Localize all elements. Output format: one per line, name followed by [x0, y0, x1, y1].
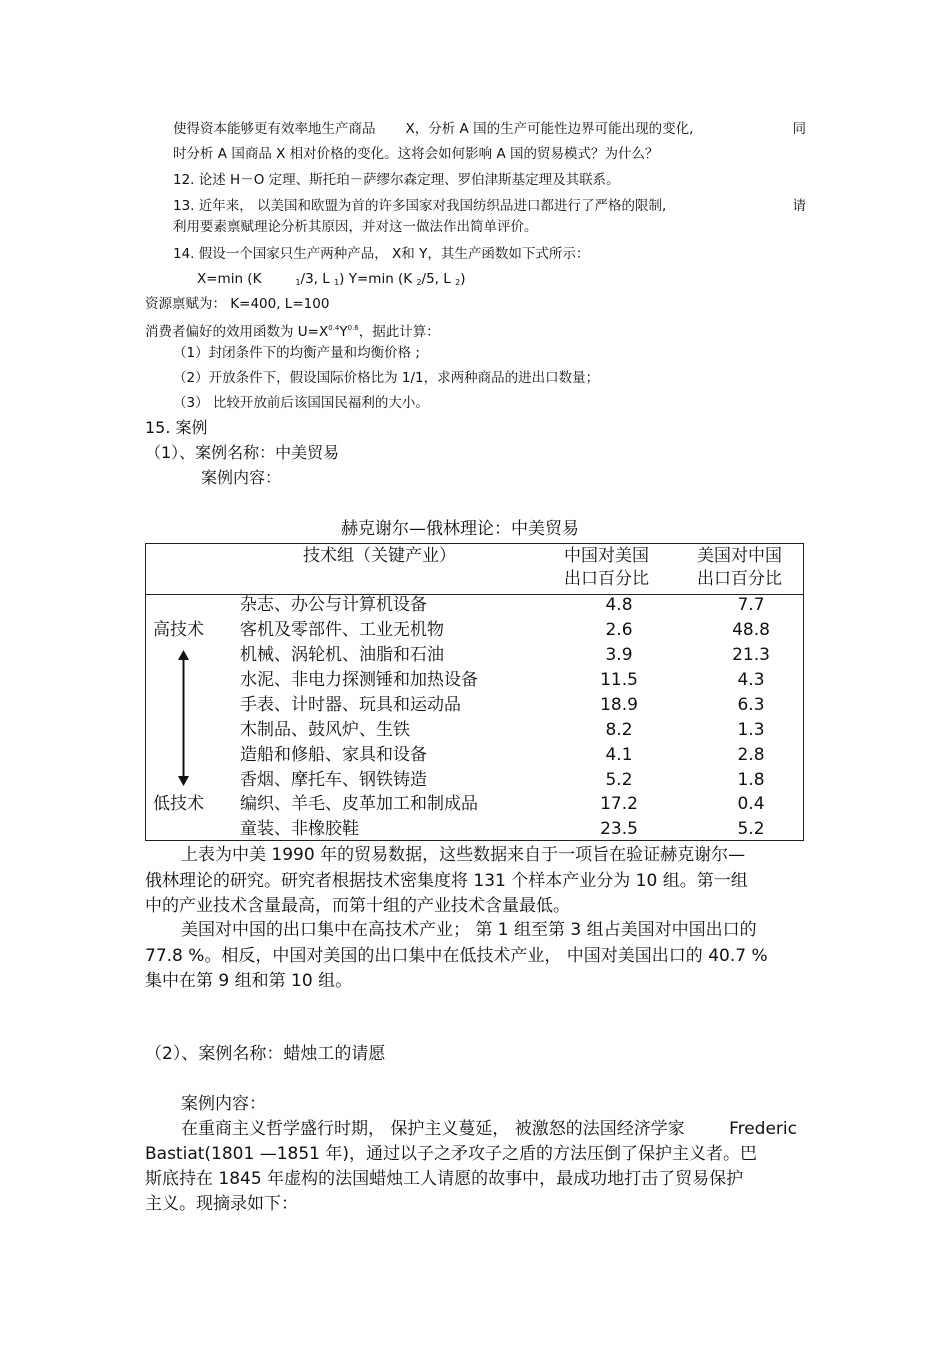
row-1-china: 4.8 [605, 595, 633, 615]
row-10-us: 5.2 [737, 819, 765, 839]
row-4-us: 4.3 [737, 670, 765, 690]
row-9-us: 0.4 [737, 794, 765, 814]
para3-line1 [181, 1117, 797, 1142]
row-1-us: 7.7 [737, 595, 765, 615]
row-4-industry: 水泥、非电力探测锤和加热设备 [240, 670, 478, 690]
calc-item-3: （3） 比较开放前后该国国民福利的大小。 [173, 395, 429, 411]
row-5-industry: 手表、计时器、玩具和运动品 [240, 695, 461, 715]
row-2-industry: 客机及零部件、工业无机物 [240, 620, 444, 640]
header-us-export-line2: 出口百分比 [697, 569, 782, 589]
table-title: 赫克谢尔—俄林理论：中美贸易 [341, 519, 579, 539]
arrowheads-icon [176, 650, 191, 786]
case1-content-label: 案例内容： [201, 468, 282, 487]
row-8-industry: 香烟、摩托车、钢铁铸造 [240, 770, 427, 790]
row-7-us: 2.8 [737, 745, 765, 765]
row-6-china: 8.2 [605, 720, 633, 740]
calc-item-2: （2）开放条件下，假设国际价格比为 1/1，求两种商品的进出口数量； [173, 370, 600, 386]
q11-line1-part-a: 使得资本能够更有效率地生产商品 [173, 121, 376, 137]
q14-text: 14. 假设一个国家只生产两种产品， X和 Y，其生产函数如下式所示： [173, 246, 590, 262]
row-7-china: 4.1 [605, 745, 633, 765]
header-us-export-line1: 美国对中国 [697, 546, 782, 566]
row-6-industry: 木制品、鼓风炉、生铁 [240, 720, 410, 740]
case-heading: 15. 案例 [145, 418, 208, 437]
row-10-industry: 童装、非橡胶鞋 [240, 819, 359, 839]
header-china-export-line1: 中国对美国 [564, 546, 649, 566]
row-2-china: 2.6 [605, 620, 633, 640]
header-tech-group: 技术组（关键产业） [303, 546, 456, 566]
resource-endowment: 资源禀赋为： K=400, L=100 [145, 296, 330, 312]
row-3-china: 3.9 [605, 645, 633, 665]
row-9-china: 17.2 [600, 794, 638, 814]
para1-line1: 上表为中美 1990 年的贸易数据，这些数据来自于一项旨在验证赫克谢尔— [181, 845, 746, 865]
q11-line1-part-b: X，分析 A 国的生产可能性边界可能出现的变化, [405, 121, 694, 137]
para2-line2: 77.8 %。相反，中国对美国的出口集中在低技术产业， 中国对美国出口的 40.7 % [145, 946, 768, 966]
para2-line3: 集中在第 9 组和第 10 组。 [145, 971, 353, 991]
q11-line2: 时分析 A 国商品 X 相对价格的变化。这将会如何影响 A 国的贸易模式？为什么？ [173, 146, 659, 162]
row-8-us: 1.8 [737, 770, 765, 790]
q12-text: 12. 论述 H－O 定理、斯托珀－萨缪尔森定理、罗伯津斯基定理及其联系。 [173, 172, 620, 188]
header-china-export-line2: 出口百分比 [564, 569, 649, 589]
low-tech-label: 低技术 [153, 794, 204, 814]
calc-item-1: （1）封闭条件下的均衡产量和均衡价格 ; [173, 345, 420, 361]
row-1-industry: 杂志、办公与计算机设备 [240, 595, 427, 615]
production-functions: X=min (K $_1$/3, L $_1$) Y=min (K $_2$/5, L $_2$) [197, 271, 466, 287]
utility-function: 消费者偏好的效用函数为 $U=X^{0.4}Y^{0.6}$，据此计算： [145, 324, 440, 340]
case2-name: （2）、案例名称：蜡烛工的请愿 [145, 1044, 386, 1064]
row-10-china: 23.5 [600, 819, 638, 839]
q11-line1 [173, 119, 806, 139]
para2-line1: 美国对中国的出口集中在高技术产业； 第 1 组至第 3 组占美国对中国出口的 [181, 920, 757, 940]
para1-line2: 俄林理论的研究。研究者根据技术密集度将 131 个样本产业分为 10 组。第一组 [145, 871, 748, 891]
row-6-us: 1.3 [737, 720, 765, 740]
row-7-industry: 造船和修船、家具和设备 [240, 745, 427, 765]
row-2-us: 48.8 [732, 620, 770, 640]
row-5-china: 18.9 [600, 695, 638, 715]
q13-line1-part-a: 13. 近年来， 以美国和欧盟为首的许多国家对我国纺织品进口都进行了严格的限制, [173, 198, 667, 214]
case1-name: （1）、案例名称：中美贸易 [145, 443, 340, 462]
trade-table [145, 543, 804, 841]
row-8-china: 5.2 [605, 770, 633, 790]
para3-line2: Bastiat(1801 —1851 年)，通过以子之矛攻子之盾的方法压倒了保护主义者。巴 [145, 1144, 758, 1164]
para3-line1-part-a: 在重商主义哲学盛行时期， 保护主义蔓延， 被激怒的法国经济学家 [181, 1119, 685, 1139]
para1-line3: 中的产业技术含量最高，而第十组的产业技术含量最低。 [145, 896, 570, 916]
case2-content-label: 案例内容： [181, 1094, 266, 1114]
q13-line2: 利用要素禀赋理论分析其原因，并对这一做法作出简单评价。 [173, 219, 538, 235]
para3-line1-part-b: Frederic [729, 1119, 797, 1139]
high-tech-label: 高技术 [153, 620, 204, 640]
q13-line1-part-b: 请 [792, 198, 806, 214]
row-3-us: 21.3 [732, 645, 770, 665]
row-3-industry: 机械、涡轮机、油脂和石油 [240, 645, 444, 665]
row-4-china: 11.5 [600, 670, 638, 690]
para3-line3: 斯底持在 1845 年虚构的法国蜡烛工人请愿的故事中，最成功地打击了贸易保护 [145, 1169, 744, 1189]
q11-line1-part-c: 同 [792, 121, 806, 137]
q13-line1 [173, 196, 806, 216]
row-9-industry: 编织、羊毛、皮革加工和制成品 [240, 794, 478, 814]
para3-line4: 主义。现摘录如下： [145, 1194, 298, 1214]
row-5-us: 6.3 [737, 695, 765, 715]
